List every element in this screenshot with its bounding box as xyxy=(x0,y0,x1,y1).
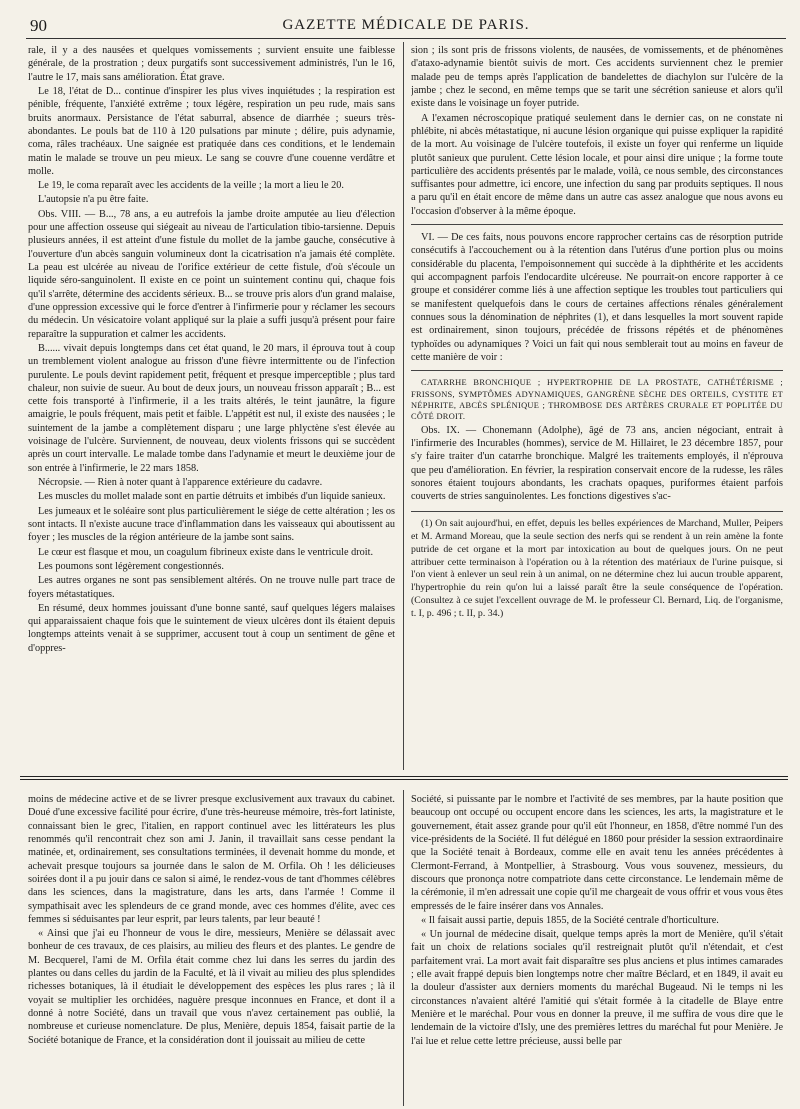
journal-title: GAZETTE MÉDICALE DE PARIS. xyxy=(282,17,530,33)
section-vi: VI. — De ces faits, nous pouvons encore rapprocher certains cas de résorption putride consécutifs à l'accouchement ou à la rétention dans l'utérus d'une portion plus ou moins considérable du placenta, l'empoisonnement qui succède à la diphthérite et les accidents qui accompagnent parfois l'endocardite ulcéreuse. Ne pourrait-on encore rapporter à ce groupe et considérer comme liés à une affection septique les troubles tout particuliers qui se manifestent quelquefois dans le cours de certaines affections rénales généralement connues sous la dénomination de néphrites (1), et dans lesquelles la mort souvent rapide est ordinairement, sinon toujours, précédée de frissons répétés et de phénomènes typhoïdes ou adynamiques ? Voici un fait qui nous semblerait tout au moins en faveur de cette manière de voir : xyxy=(411,232,783,363)
observation-summary-caps: CATARRHE BRONCHIQUE ; HYPERTROPHIE DE LA PROSTATE, CATHÉTÉRISME ; FRISSONS, SYMPTÔMES ADYNAMIQUES, GANGRÈNE SÈCHE DES ORTEILS, CYSTITE ET NÉPHRITE, ABCÈS SPLÉNIQUE ; THROMBOSE DES ARTÈRES CRURALE ET POPLITÉE DU CÔTÉ DROIT. xyxy=(411,378,783,422)
paragraph: L'autopsie n'a pu être faite. xyxy=(38,194,149,206)
footnote: (1) On sait aujourd'hui, en effet, depuis les belles expériences de Marchand, Muller, Peipers et M. Armand Moreau, que la seule section des nerfs qui se rendent à un rein amène la fonte putride de cet organe et la mort par intoxication au bout de quelques jours. On ne peut attribuer cette terminaison à l'opération ou à la rétention des matériaux de l'urine puisque, si l'on vient à enlever un seul rein à un animal, on ne détermine chez lui aucun trouble apparent, l'hypertrophie du rein qu'on lui a laissé paraît être la seule conséquence de l'opération. (Consultez à ce sujet l'excellent ouvrage de M. le professeur Cl. Bernard, Liq. de l'organisme, t. I, p. 496 ; t. II, p. 34.) xyxy=(411,518,783,619)
paragraph: Le 18, l'état de D... continue d'inspirer les plus vives inquiétudes ; la respiration est pénible, fréquente, l'anxiété extrême ; toux légère, respiration un peu rude, mais sans bruits anormaux. Persistance de l'état saburral, absence de diarrhée ; sueurs très-abondantes. Le pouls bat de 110 à 120 pulsations par minute ; délire, puis adynamie, coma, râles trachéaux. Une saignée est pratiquée dans ces conditions, et le lendemain matin le malade se trouve un peu mieux. Le sang se couvre d'une couenne verdâtre et molle. xyxy=(28,85,395,177)
feuilleton-column-right xyxy=(411,793,783,1103)
page-header xyxy=(26,14,786,39)
paragraph: Société, si puissante par le nombre et l'activité de ses membres, par la haute position que beaucoup ont occupé ou occupent encore dans les sciences, les arts, la magistrature et le gouvernement, était assez grande pour qu'il eût l'honneur, en 1858, d'être nommé l'un des vice-présidents de la Société. Il fut délégué en 1860 pour présider la session extraordinaire que la Société tenait à Bordeaux, comme elle en avait tenu les années précédentes à Clermont-Ferrand, à Montpellier, à Strasbourg. Vous vous souvenez, messieurs, du discours que prononça notre compatriote dans cette circonstance. Le lendemain même de la cérémonie, il m'en adressait une copie qu'il me chargeait de vous offrir et vous vous êtes empressés de le faire insérer dans vos Annales. xyxy=(411,794,783,912)
article-column-left-top xyxy=(28,44,395,766)
necropsy-heading: Nécropsie. — Rien à noter quant à l'apparence extérieure du cadavre. xyxy=(38,477,323,488)
paragraph: sion ; ils sont pris de frissons violents, de nausées, de vomissements, et de phénomènes d'ataxo-adynamie bientôt suivis de mort. Ces accidents surviennent chez le premier malade peu de temps après l'application de bandelettes de diachylon sur l'ulcère de la jambe ; chez le second, en même temps que se tarit une sécrétion sanieuse et alors qu'il existe dans le voisinage un foyer putride. xyxy=(411,45,783,110)
paragraph: rale, il y a des nausées et quelques vomissements ; survient ensuite une faiblesse générale, de la prostration ; deux purgatifs sont successivement administrés, l'un le 16, l'autre le 17, mais sans amélioration. État grave. xyxy=(28,45,395,83)
column-divider-bottom xyxy=(403,790,404,1106)
paragraph: Les autres organes ne sont pas sensiblement altérés. On ne trouve nulle part trace de foyers métastatiques. xyxy=(28,575,395,600)
article-column-right-top xyxy=(411,44,783,766)
paragraph: Le 19, le coma reparaît avec les accidents de la veille ; la mort a lieu le 20. xyxy=(38,180,344,192)
section-rule-top xyxy=(20,776,788,777)
paragraph: « Il faisait aussi partie, depuis 1855, de la Société centrale d'horticulture. xyxy=(421,914,719,926)
section-divider xyxy=(411,370,783,371)
column-divider-top xyxy=(403,42,404,770)
observation-8: Obs. VIII. — B..., 78 ans, a eu autrefois la jambe droite amputée au lieu d'élection pour une affection osseuse qui siégeait au niveau de l'articulation tibio-tarsienne. Depuis plusieurs années, il est atteint d'une fistule du mollet de la jambe gauche, consécutive à l'ouverture d'un abcès sanguin volumineux dont la cicatrisation n'a jamais été complète. La peau est ulcérée au niveau de l'orifice extérieur de cette fistule, d'où s'écoule un liquide séro-sanguinolent. Il existe en ce point un suintement continu qui, chaque fois qu'il s'arrête, détermine des accidents sérieux. B... se trouve pris alors d'un grand malaise, d'une oppression excessive qui le force d'entrer à l'infirmerie pour y réclamer les secours du médecin. Un vésicatoire volant appliqué sur la plaie a suffi jusqu'à présent pour faire reparaître la suppuration et calmer les accidents. xyxy=(28,208,395,340)
paragraph: Les poumons sont légèrement congestionnés. xyxy=(38,560,224,572)
page-number: 90 xyxy=(30,16,47,35)
paragraph: « Ainsi que j'ai eu l'honneur de vous le dire, messieurs, Menière se délassait avec bonheur de ces travaux, de ces plaisirs, au milieu des fleurs et des plantes. Le gendre de M. Becquerel, l'ami de M. Orfila était comme chez lui dans les serres du jardin des plantes ou dans celles du jardin de la Faculté, et là il vivait au milieu des plus splendides richesses botaniques, là il étudiait le développement des espèces les plus rares ; là il voyait se multiplier les orchidées, naguère presque inconnues en France, et dont il a donné à notre Société, dans un travail que vous n'avez certainement pas oublié, la nombreuse et curieuse nomenclature. De plus, Menière, depuis 1854, faisait partie de la Société botanique de France, et la considération dont il jouissait au milieu de cette xyxy=(28,928,395,1046)
paragraph: Les muscles du mollet malade sont en partie détruits et imbibés d'un liquide sanieux. xyxy=(38,491,386,503)
paragraph: Les jumeaux et le soléaire sont plus particulièrement le siége de cette altération ; les os sont intacts. Il n'existe aucune trace d'inflammation dans les vaisseaux qui aboutissent au foyer ; les muscles de la région antérieure de la jambe sont sains. xyxy=(28,505,395,544)
observation-9: Obs. IX. — Chonemann (Adolphe), âgé de 73 ans, ancien négociant, entrait à l'infirmerie des Incurables (hommes), service de M. Hillairet, le 23 décembre 1857, pour s'y faire traiter d'un catarrhe bronchique. Malgré les traitements employés, il n'éprouva que peu d'amélioration. En février, la respiration conservait encore de la rudesse, les râles sonores étaient toujours abondants, les crachats opaques, puriformes étaient parfois couverts de stries sanguinolentes. Les fonctions digestives s'ac- xyxy=(411,424,783,503)
paragraph: Le cœur est flasque et mou, un coagulum fibrineux existe dans le ventricule droit. xyxy=(38,546,374,558)
summary-paragraph: En résumé, deux hommes jouissant d'une bonne santé, sauf quelques légers malaises qui apparaissaient chaque fois que le suintement de vieux ulcères dont ils étaient depuis longtemps atteints venait à se supprimer, accusent tout à coup un sentiment de gêne et d'oppres- xyxy=(28,602,395,654)
paragraph: « Un journal de médecine disait, quelque temps après la mort de Menière, qu'il s'était fait un choix de relations sociales qu'il restreignait plutôt qu'il n'étendait, et c'est parfaitement vrai. La mort avait fait disparaître ses plus anciens et plus intimes camarades ; elle avait frappé depuis bien longtemps notre cher maître Béclard, et en 1849, il avait eu la douleur d'assister aux derniers moments du maréchal Bugeaud. Ni le temps ni les circonstances n'avaient altéré l'amitié qui s'était formée à la citadelle de Blaye entre Menière et le maréchal. Pour vous en donner la preuve, il me suffira de vous dire que le lendemain de la victoire d'Isly, une des premières lettres du maréchal fut pour Menière. Je l'ai lue et relue cette lettre précieuse, aussi belle par xyxy=(411,929,783,1047)
feuilleton-column-left xyxy=(28,793,395,1103)
paragraph: A l'examen nécroscopique pratiqué seulement dans le dernier cas, on ne constate ni phlébite, ni abcès métastatique, ni aucune lésion organique qui puisse expliquer la rapidité de la mort. Au voisinage de l'ulcère toutefois, il existe un foyer qui renferme un liquide plutôt sanieux que purulent. Cette lésion locale, et pour ainsi dire unique ; la forme toute particulière des accidents présentés par le malade, voilà, ce nous semble, des circonstances suffisantes pour admettre, ici encore, une infection du sang par produits septiques. Il nous a paru qu'il en était encore de même dans un autre cas assez analogue que nous avons eu l'occasion d'observer à la même époque. xyxy=(411,112,783,217)
paragraph: B...... vivait depuis longtemps dans cet état quand, le 20 mars, il éprouva tout à coup un tremblement violent analogue au frisson d'une fièvre intermittente ou de l'infection purulente. Le pouls devint rapidement petit, fréquent et presque imperceptible ; plus tard chaleur, non suivie de sueur. Au bout de deux jours, un nouveau frisson apparaît ; B... est cette fois transporté à l'infirmerie, il a les traits altérés, le teint jaunâtre, la figure amaigrie, le pouls fréquent, mais petit et faible. L'appétit est nul, il existe des nausées ; le suintement de la jambe a complètement disparu ; une large phlyctène s'est élevée au voisinage de l'ulcère. Surviennent, de nouveau, deux violents frissons qui se succèdent après un court intervalle. Le malade tombe dans l'adynamie et meurt le deuxième jour de son entrée à l'infirmerie, le 22 mars 1858. xyxy=(28,342,395,474)
section-rule-bottom xyxy=(20,779,788,780)
footnote-divider xyxy=(411,511,783,512)
paragraph: moins de médecine active et de se livrer presque exclusivement aux travaux du cabinet. Doué d'une excessive facilité pour écrire, d'une très-heureuse mémoire, très-fort latiniste, connaissant bien le grec, l'italien, en rapport continuel avec les littérateurs les plus renommés qu'il rencontrait chez son ami J. Janin, il travaillait sans cesse pendant la matinée, et, ordinairement, ses consultations terminées, il devenait homme du monde, et achevait presque toujours sa journée dans le salon de M. Orfila. Oh ! les délicieuses soirées dont il a pu jouir dans ce salon si aimé, le rendez-vous de tant d'hommes célèbres dans les sciences, dans la magistrature, dans les arts, dans l'armée ! Comme il sympathisait avec les splendeurs de ce grand monde, avec ces hommes d'élite, avec ces femmes si séduisantes par leur esprit, par leurs talents, par leur beauté ! xyxy=(28,794,395,925)
section-divider xyxy=(411,224,783,225)
